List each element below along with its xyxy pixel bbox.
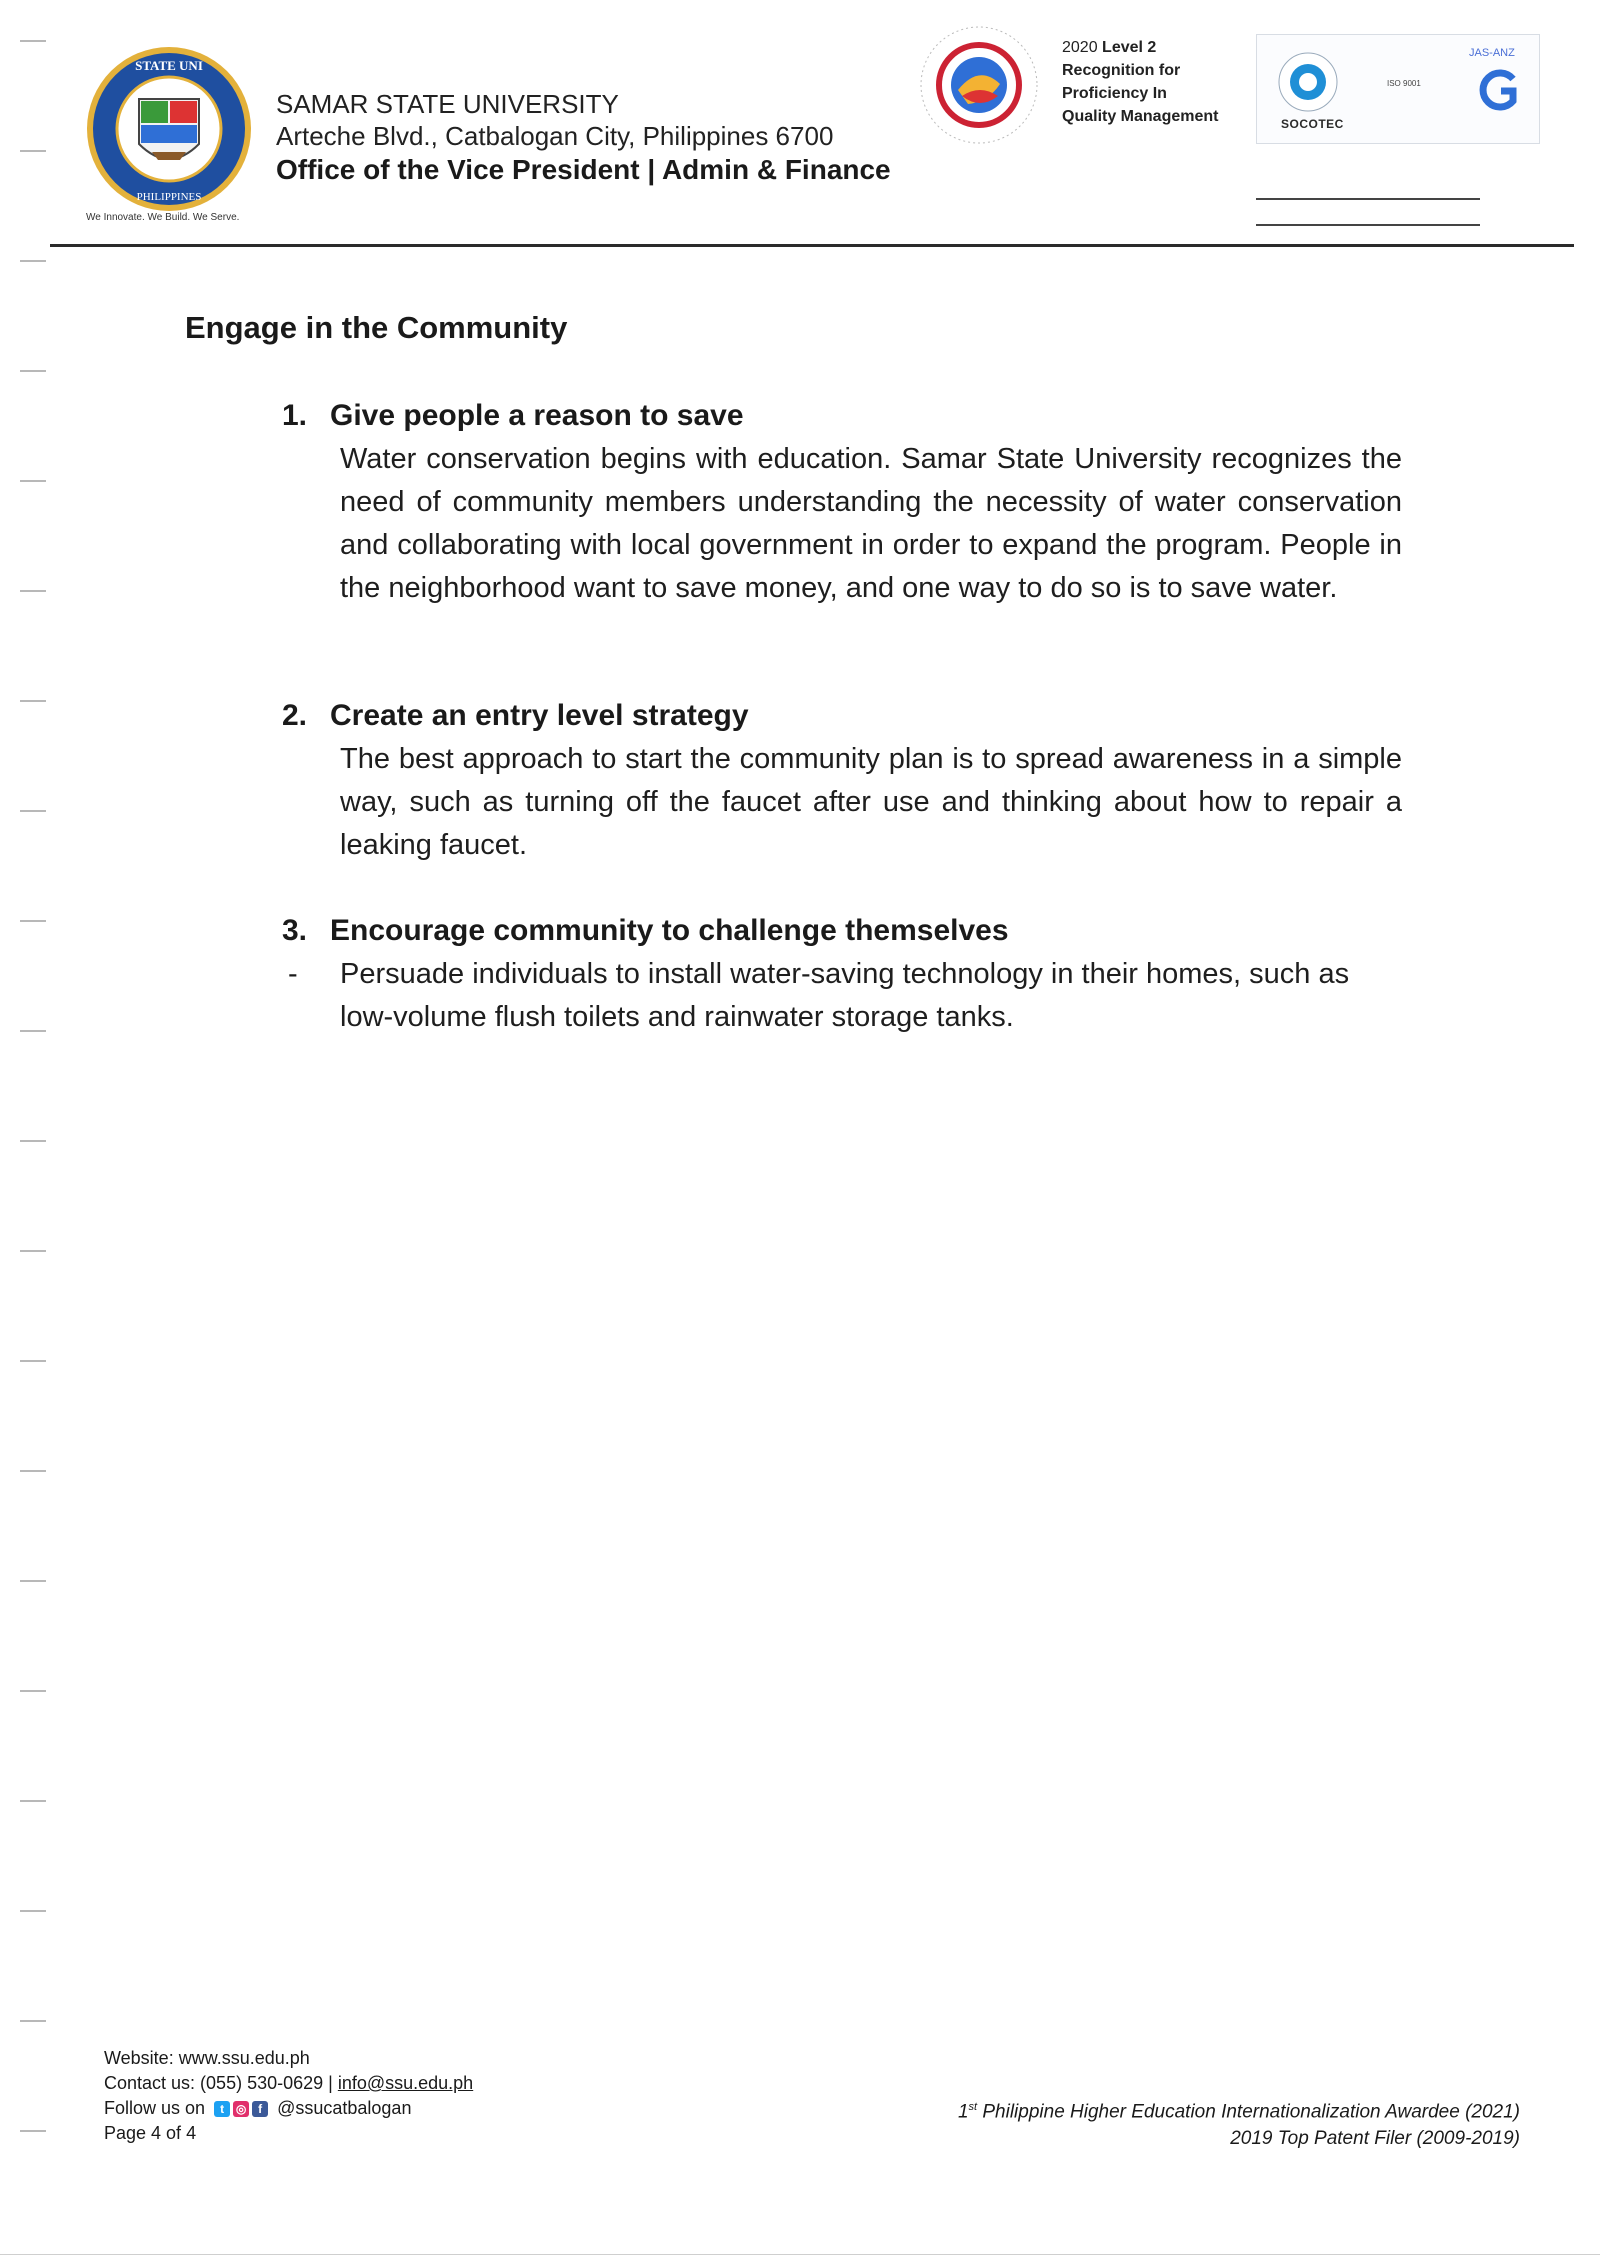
margin-tick [20, 40, 46, 42]
university-seal-icon [84, 44, 254, 214]
margin-tick [20, 1360, 46, 1362]
award-line-2: 2019 Top Patent Filer (2009-2019) [1230, 2128, 1520, 2150]
instagram-icon[interactable]: ◎ [233, 2101, 249, 2117]
margin-tick [20, 260, 46, 262]
item-body: The best approach to start the community plan is to spread awareness in a simple way, such as turning off the faucet after use and thinking about how to repair a leaking faucet. [340, 743, 1402, 861]
margin-tick [20, 2130, 46, 2132]
item-heading: 2. Create an entry level strategy [282, 699, 749, 732]
footer-awards [958, 2094, 1520, 2152]
signature-line [1256, 224, 1480, 226]
list-item [282, 696, 1402, 867]
margin-ticks [20, 40, 50, 2240]
university-address: Arteche Blvd., Catbalogan City, Philippines 6700 [276, 121, 834, 151]
margin-tick [20, 1580, 46, 1582]
bullet-item [282, 953, 1402, 1039]
margin-tick [20, 480, 46, 482]
margin-tick [20, 920, 46, 922]
footer-website: Website: www.ssu.edu.ph [104, 2048, 310, 2068]
jas-anz-label: JAS-ANZ [1469, 47, 1515, 59]
item-body: Water conservation begins with education. Samar State University recognizes the need of community members understanding the necessity of water conservation and collaborating with local government in order to expand the program. People in the neighborhood want to save money, and one way to do so is to save water. [340, 443, 1402, 604]
signature-line [1256, 198, 1480, 200]
margin-tick [20, 700, 46, 702]
margin-tick [20, 1470, 46, 1472]
footer-contact-line: Contact us: (055) 530-0629 | info@ssu.edu.ph [104, 2073, 474, 2093]
facebook-icon[interactable]: f [252, 2101, 268, 2117]
margin-tick [20, 1690, 46, 1692]
jas-anz-logo-icon [1473, 65, 1523, 115]
page-bottom-edge [0, 2254, 1600, 2255]
social-icons [214, 2101, 268, 2117]
header-divider [50, 244, 1574, 247]
list-item [282, 396, 1402, 610]
iso-label: ISO 9001 [1387, 79, 1421, 88]
footer-contact [104, 2046, 473, 2146]
margin-tick [20, 590, 46, 592]
twitter-icon[interactable]: t [214, 2101, 230, 2117]
office-title: Office of the Vice President | Admin & Finance [276, 154, 891, 185]
bullet-mark: - [288, 958, 298, 990]
svg-text:PHILIPPINES: PHILIPPINES [136, 191, 202, 203]
socotec-label: SOCOTEC [1281, 117, 1344, 131]
socotec-logo-icon [1277, 51, 1339, 113]
social-handle: @ssucatbalogan [277, 2098, 412, 2118]
item-heading: 1. Give people a reason to save [282, 399, 744, 432]
margin-tick [20, 810, 46, 812]
margin-tick [20, 370, 46, 372]
list-item [282, 911, 1402, 1039]
quality-award-seal-icon [918, 24, 1040, 146]
motto: We Innovate. We Build. We Serve. [86, 212, 240, 223]
item-heading: 3. Encourage community to challenge themselves [282, 914, 1009, 947]
email-link[interactable]: info@ssu.edu.ph [337, 2073, 474, 2093]
svg-text:STATE UNI: STATE UNI [135, 58, 203, 73]
university-name: SAMAR STATE UNIVERSITY [276, 89, 619, 119]
bullet-text: Persuade individuals to install water-saving technology in their homes, such as low-volume flush toilets and rainwater storage tanks. [340, 958, 1350, 1033]
margin-tick [20, 1140, 46, 1142]
university-header [276, 88, 891, 188]
certification-box [1256, 34, 1540, 144]
recognition-text: 2020 Level 2 Recognition for Proficiency In Quality Management [1062, 39, 1219, 125]
page-number: Page 4 of 4 [104, 2123, 197, 2143]
margin-tick [20, 2020, 46, 2022]
award-line-1: 1st Philippine Higher Education Internationalization Awardee (2021) [957, 2101, 1520, 2123]
margin-tick [20, 1910, 46, 1912]
footer-follow-line: Follow us on t ◎ f @ssucatbalogan [104, 2098, 412, 2118]
margin-tick [20, 1800, 46, 1802]
margin-tick [20, 1030, 46, 1032]
margin-tick [20, 1250, 46, 1252]
margin-tick [20, 150, 46, 152]
section-title: Engage in the Community [185, 310, 568, 345]
